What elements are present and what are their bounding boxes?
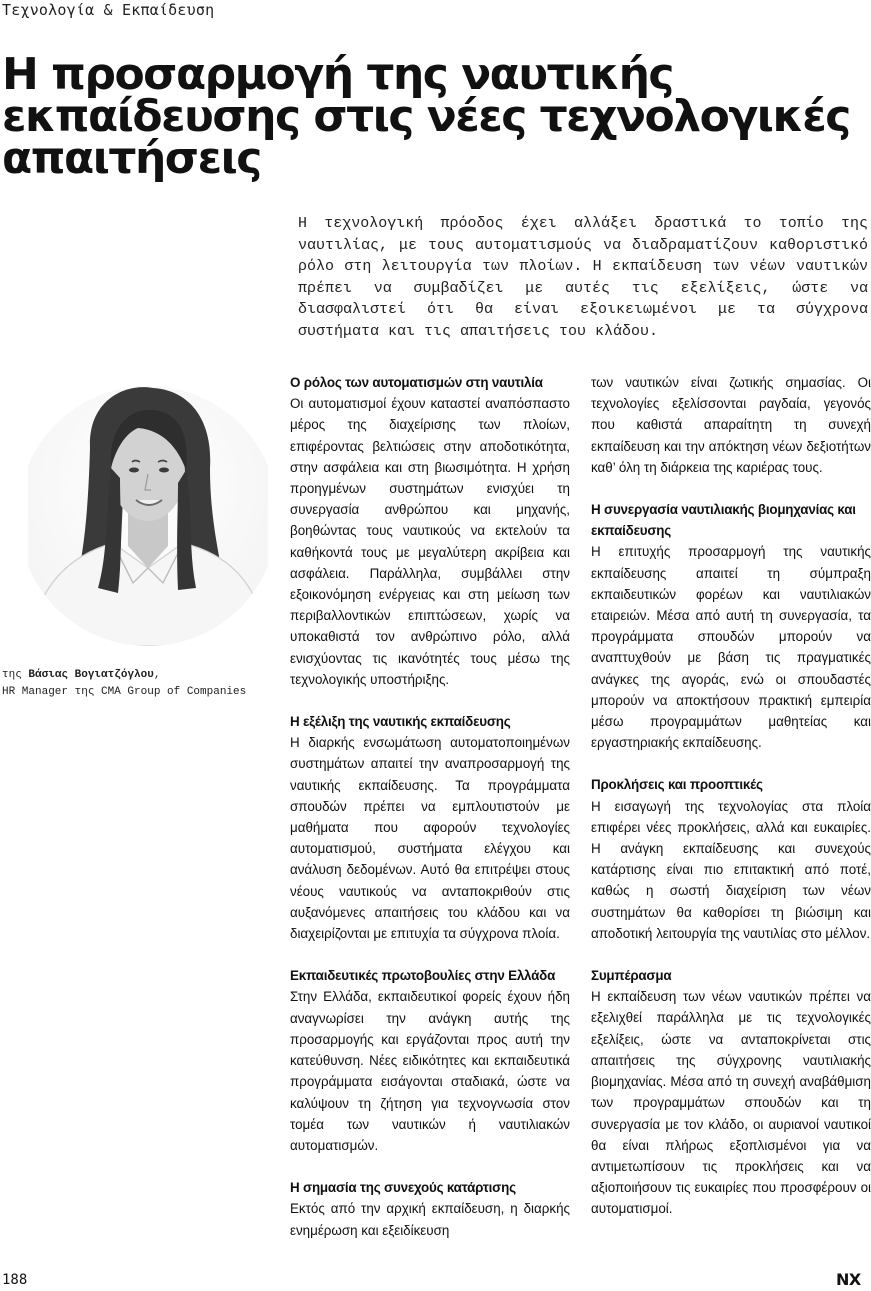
author-name: Βάσιας Βογιατζόγλου (28, 669, 154, 681)
article-column-1 (290, 372, 570, 1241)
article-lead: Η τεχνολογική πρόοδος έχει αλλάξει δραστικά το τοπίο της ναυτιλίας, με τους αυτοματισμούς να διαδραματίζουν καθοριστικό ρόλο στη λειτουργία των πλοίων. Η εκπαίδευση των νέων ναυτικών πρέπει να συμβαδίζει με αυτές τις εξελίξεις, ώστε να διασφαλιστεί ότι θα είναι εξοικειωμένοι με τα σύγχρονα συστήματα και τις απαιτήσεις του κλάδου. (298, 215, 868, 340)
article-headline: Η προσαρμογή της ναυτικής εκπαίδευσης στις νέες τεχνολογικές απαιτήσεις (2, 49, 850, 184)
section-heading: Συμπέρασμα (591, 968, 672, 984)
section-heading: Η εξέλιξη της ναυτικής εκπαίδευσης (290, 714, 511, 730)
article-column-2 (591, 372, 871, 1220)
paragraph: Η επιτυχής προσαρμογή της ναυτικής εκπαίδευσης απαιτεί τη σύμπραξη εκπαιδευτικών φορέων και ναυτιλιακών εταιρειών. Μέσα από αυτή τη συνεργασία, τα προγράμματα σπουδών μπορούν να αναπτυχθούν με βάση τις πραγματικές ανάγκες της αγοράς, ενώ οι σπουδαστές μπορούν να αποκτήσουν πρακτική εμπειρία μέσω προγραμμάτων μαθητείας και εργαστηριακής εκπαίδευσης. (591, 544, 871, 751)
paragraph: Η διαρκής ενσωμάτωση αυτοματοποιημένων συστημάτων απαιτεί την αναπροσαρμογή της ναυτικής εκπαίδευσης. Τα προγράμματα σπουδών πρέπει να εμπλουτιστούν με μαθήματα που αφορούν τεχνολογίες αυτοματισμού, συστήματα ελέγχου και ανάλυση δεδομένων. Αυτό θα επιτρέψει στους νέους ναυτικούς να ανταποκριθούν στις αυξανόμενες απαιτήσεις του κλάδου και να διαχειρίζονται με επιτυχία τα σύγχρονα πλοία. (290, 735, 570, 942)
paragraph: των ναυτικών είναι ζωτικής σημασίας. Οι τεχνολογίες εξελίσσονται ραγδαία, γεγονός που καθιστά απαραίτητη τη συνεχή εκπαίδευση και την απόκτηση νέων δεξιοτήτων καθ’ όλη τη διάρκεια της καριέρας τους. (591, 375, 871, 475)
section-label: Τεχνολογία & Εκπαίδευση (2, 1, 215, 19)
brand-logo: NX (836, 1270, 861, 1289)
section-heading: Ο ρόλος των αυτοματισμών στη ναυτιλία (290, 375, 543, 390)
paragraph: Εκτός από την αρχική εκπαίδευση, η διαρκής ενημέρωση και εξειδίκευση (290, 1201, 570, 1238)
section-heading: Η σημασία της συνεχούς κατάρτισης (290, 1180, 516, 1196)
paragraph: Οι αυτοματισμοί έχουν καταστεί αναπόσπαστο μέρος της διαχείρισης των πλοίων, επιφέροντας βελτιώσεις στην αποδοτικότητα, στην ασφάλεια και στη βιωσιμότητα. Η χρήση προηγμένων συστημάτων ενισχύει τη συνεργασία ανθρώπου και μηχανής, βοηθώντας τους ναυτικούς να εκτελούν τα καθήκοντά τους με μεγαλύτερη ακρίβεια και ασφάλεια. Παράλληλα, συμβάλλει στην εξοικονόμηση ενέργειας και στη μείωση των περιβαλλοντικών επιπτώσεων, χωρίς να υποκαθιστά τον ανθρώπινο ρόλο, αλλά ενισχύοντας τις ικανότητές τους μέσω της τεχνολογικής υποστήριξης. (290, 396, 570, 687)
paragraph: Η εισαγωγή της τεχνολογίας στα πλοία επιφέρει νέες προκλήσεις, αλλά και ευκαιρίες. Η ανάγκη εκπαίδευσης και συνεχούς κατάρτισης είναι πιο επιτακτική από ποτέ, καθώς η σωστή διαχείριση των νέων συστημάτων θα καθορίσει τη βιώσιμη και αποδοτική λειτουργία της ναυτιλίας στο μέλλον. (591, 798, 871, 941)
page-number: 188 (2, 1272, 28, 1288)
author-byline (2, 667, 246, 701)
section-heading: Η συνεργασία ναυτιλιακής βιομηχανίας και εκπαίδευσης (591, 502, 856, 539)
paragraph: Η εκπαίδευση των νέων ναυτικών πρέπει να εξελιχθεί παράλληλα με τις τεχνολογικές εξελίξεις, ώστε να ανταποκρίνεται στις απαιτήσεις της σύγχρονης ναυτιλιακής βιομηχανίας. Μέσα από τη συνεχή αναβάθμιση των προγραμμάτων σπουδών και τη συνεργασία με τον κλάδο, οι αυριανοί ναυτικοί θα είναι πλήρως εξοπλισμένοι για να αντιμετωπίσουν τις προκλήσεις και να αξιοποιήσουν τις ευκαιρίες που προσφέρουν οι αυτοματισμοί. (591, 989, 871, 1217)
paragraph: Στην Ελλάδα, εκπαιδευτικοί φορείς έχουν ήδη αναγνωρίσει την ανάγκη αυτής της προσαρμογής και εργάζονται προς αυτή την κατεύθυνση. Νέες ειδικότητες και εκπαιδευτικά προγράμματα εισάγονται σταδιακά, ώστε να καλύψουν τη ζήτηση για τεχνογνωσία στον τομέα των ναυτικών ή ναυτιλιακών αυτοματισμών. (290, 989, 570, 1153)
section-heading: Εκπαιδευτικές πρωτοβουλίες στην Ελλάδα (290, 968, 556, 984)
byline-comma: , (153, 669, 161, 681)
section-heading: Προκλήσεις και προοπτικές (591, 777, 763, 793)
author-portrait (28, 378, 268, 646)
author-photo-icon (28, 378, 268, 646)
byline-prefix: της (2, 669, 22, 681)
author-role: HR Manager της CMA Group of Companies (2, 686, 247, 698)
